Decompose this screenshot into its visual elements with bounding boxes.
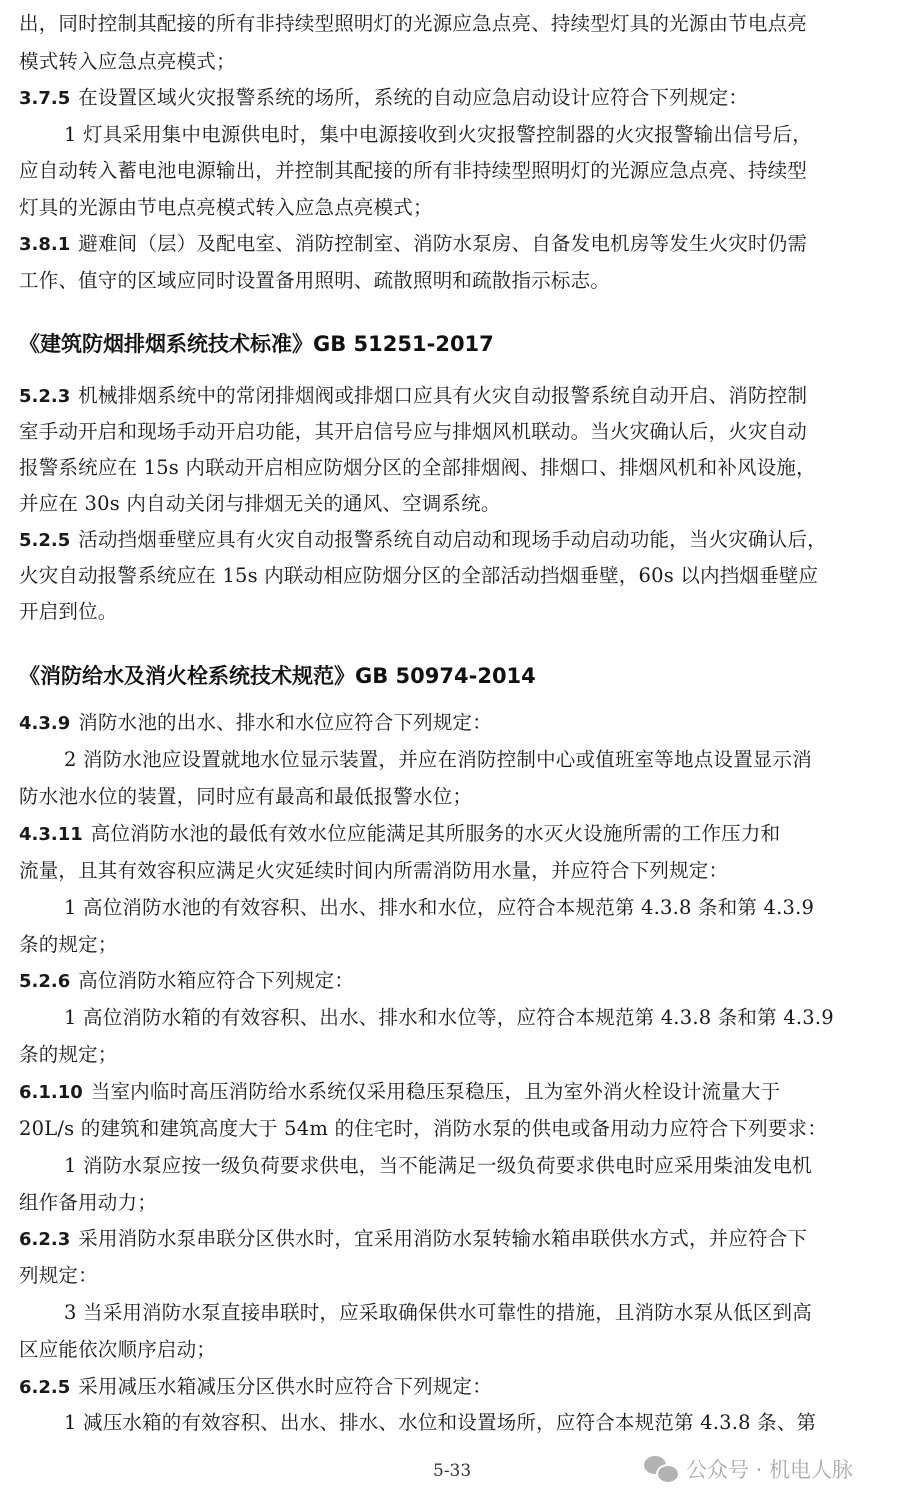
watermark-text: 公众号 · 机电人脉 bbox=[686, 1458, 854, 1482]
clause-number: 6.1.10 bbox=[19, 1082, 83, 1103]
clause-text: 采用减压水箱减压分区供水时应符合下列规定： bbox=[78, 1375, 492, 1398]
text-line: 报警系统应在 15s 内联动开启相应防烟分区的全部排烟阀、排烟口、排烟风机和补风设施， bbox=[19, 456, 816, 479]
clause-text: 在设置区域火灾报警系统的场所，系统的自动应急启动设计应符合下列规定： bbox=[78, 86, 749, 109]
text-line: 2 消防水池应设置就地水位显示装置，并应在消防控制中心或值班室等地点设置显示消 bbox=[64, 748, 812, 771]
text-line: 1 高位消防水池的有效容积、出水、排水和水位，应符合本规范第 4.3.8 条和第 4.3.9 bbox=[64, 896, 815, 919]
clause-number: 5.2.6 bbox=[19, 971, 71, 992]
clause-number: 4.3.11 bbox=[19, 824, 83, 845]
text-line: 列规定： bbox=[19, 1264, 98, 1287]
clause-4-3-11 bbox=[19, 822, 780, 847]
clause-text: 消防水池的出水、排水和水位应符合下列规定： bbox=[78, 711, 492, 734]
watermark bbox=[644, 1454, 853, 1484]
text-line: 出，同时控制其配接的所有非持续型照明灯的光源应急点亮、持续型灯具的光源由节电点亮 bbox=[19, 12, 808, 35]
clause-5-2-3 bbox=[19, 384, 807, 409]
text-line: 区应能依次顺序启动； bbox=[19, 1338, 217, 1361]
text-line: 1 减压水箱的有效容积、出水、排水、水位和设置场所，应符合本规范第 4.3.8 条、第 bbox=[64, 1411, 817, 1434]
text-line: 模式转入应急点亮模式； bbox=[19, 50, 236, 73]
text-line: 1 消防水泵应按一级负荷要求供电，当不能满足一级负荷要求供电时应采用柴油发电机 bbox=[64, 1154, 812, 1177]
text-line: 灯具的光源由节电点亮模式转入应急点亮模式； bbox=[19, 196, 433, 219]
text-line: 3 当采用消防水泵直接串联时，应采取确保供水可靠性的措施，且消防水泵从低区到高 bbox=[64, 1301, 812, 1324]
text-line: 防水池水位的装置，同时应有最高和最低报警水位； bbox=[19, 785, 473, 808]
text-line: 1 灯具采用集中电源供电时，集中电源接收到火灾报警控制器的火灾报警输出信号后， bbox=[64, 123, 812, 146]
clause-3-8-1 bbox=[19, 232, 807, 257]
text-line: 条的规定； bbox=[19, 933, 118, 956]
text-line: 室手动开启和现场手动开启功能，其开启信号应与排烟风机联动。当火灾确认后，火灾自动 bbox=[19, 420, 808, 443]
clause-number: 6.2.5 bbox=[19, 1377, 71, 1398]
clause-text: 避难间（层）及配电室、消防控制室、消防水泵房、自备发电机房等发生火灾时仍需 bbox=[78, 232, 808, 255]
clause-text: 高位消防水池的最低有效水位应能满足其所服务的水灭火设施所需的工作压力和 bbox=[90, 822, 781, 845]
text-line: 1 高位消防水箱的有效容积、出水、排水和水位等，应符合本规范第 4.3.8 条和第 4.3.9 bbox=[64, 1006, 834, 1029]
clause-6-2-5 bbox=[19, 1375, 492, 1400]
clause-3-7-5 bbox=[19, 86, 748, 111]
clause-4-3-9 bbox=[19, 711, 492, 736]
clause-number: 5.2.3 bbox=[19, 386, 71, 407]
clause-number: 6.2.3 bbox=[19, 1229, 71, 1250]
text-line: 应自动转入蓄电池电源输出，并控制其配接的所有非持续型照明灯的光源应急点亮、持续型 bbox=[19, 159, 808, 182]
clause-number: 3.7.5 bbox=[19, 88, 71, 109]
clause-5-2-6 bbox=[19, 969, 354, 994]
text-line: 并应在 30s 内自动关闭与排烟无关的通风、空调系统。 bbox=[19, 492, 501, 515]
text-line: 20L/s 的建筑和建筑高度大于 54m 的住宅时，消防水泵的供电或备用动力应符合下列要求： bbox=[19, 1117, 827, 1140]
clause-6-1-10 bbox=[19, 1080, 780, 1105]
text-line: 工作、值守的区域应同时设置备用照明、疏散照明和疏散指示标志。 bbox=[19, 269, 611, 292]
section-heading-gb50974: 《消防给水及消火栓系统技术规范》GB 50974-2014 bbox=[19, 664, 536, 688]
clause-5-2-5 bbox=[19, 528, 827, 553]
clause-6-2-3 bbox=[19, 1227, 807, 1252]
text-line: 组作备用动力； bbox=[19, 1191, 157, 1214]
clause-text: 机械排烟系统中的常闭排烟阀或排烟口应具有火灾自动报警系统自动开启、消防控制 bbox=[78, 384, 808, 407]
text-line: 条的规定； bbox=[19, 1043, 118, 1066]
page-number: 5-33 bbox=[433, 1461, 472, 1481]
clause-text: 活动挡烟垂壁应具有火灾自动报警系统自动启动和现场手动启动功能，当火灾确认后， bbox=[78, 528, 827, 551]
clause-text: 高位消防水箱应符合下列规定： bbox=[78, 969, 355, 992]
clause-number: 5.2.5 bbox=[19, 530, 71, 551]
text-line: 流量，且其有效容积应满足火灾延续时间内所需消防用水量，并应符合下列规定： bbox=[19, 859, 729, 882]
wechat-icon bbox=[644, 1456, 678, 1482]
clause-number: 3.8.1 bbox=[19, 234, 71, 255]
text-line: 开启到位。 bbox=[19, 600, 118, 623]
clause-text: 当室内临时高压消防给水系统仅采用稳压泵稳压，且为室外消火栓设计流量大于 bbox=[90, 1080, 781, 1103]
clause-number: 4.3.9 bbox=[19, 713, 71, 734]
clause-text: 采用消防水泵串联分区供水时，宜采用消防水泵转输水箱串联供水方式，并应符合下 bbox=[78, 1227, 808, 1250]
text-line: 火灾自动报警系统应在 15s 内联动相应防烟分区的全部活动挡烟垂壁，60s 以内挡烟垂壁应 bbox=[19, 564, 819, 587]
section-heading-gb51251: 《建筑防烟排烟系统技术标准》GB 51251-2017 bbox=[19, 332, 494, 356]
